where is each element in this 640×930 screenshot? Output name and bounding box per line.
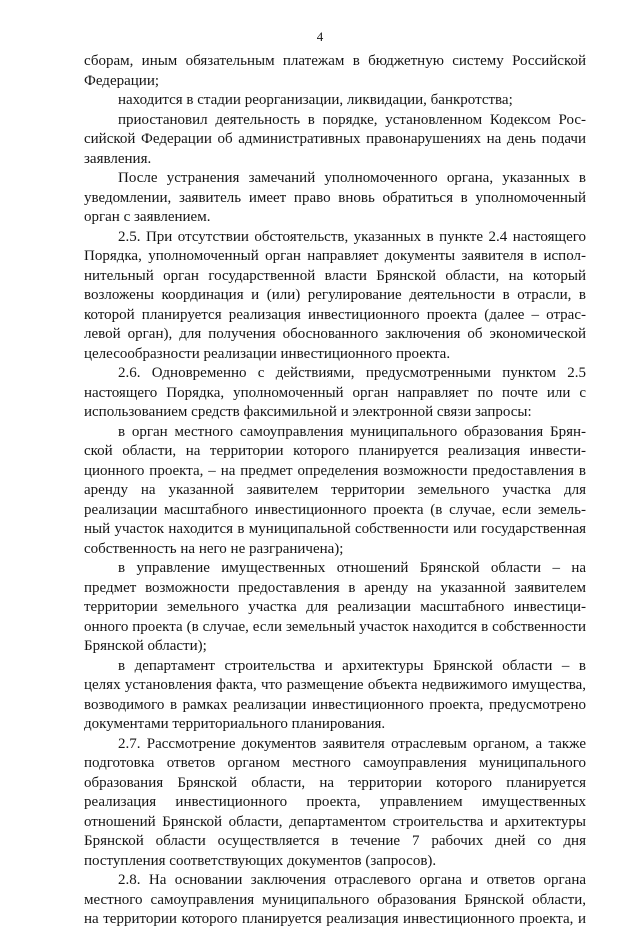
page-number: 4 (316, 29, 324, 44)
text-line: аренду на указанной заявителем территории земельного участка для (84, 482, 586, 498)
text-line: 2.8. На основании заключения отраслевого органа и ответов органа (118, 872, 586, 888)
text-line: поступления соответствующих документов (запросов). (84, 852, 437, 869)
text-line: Порядка, уполномоченный орган направляет документы заявителя в испол- (84, 248, 586, 264)
text-line: реализации масштабного инвестиционного проекта (в случае, если земель- (84, 501, 586, 518)
text-line: реализация инвестиционного проекта, управлением имущественных (84, 794, 586, 810)
text-line: использованием средств факсимильной и электронной связи запросы: (84, 404, 532, 420)
text-line: сийской Федерации об административных правонарушениях на день подачи (84, 131, 586, 147)
text-line: которой планируется реализация инвестиционного проекта (далее – отрас- (84, 306, 586, 323)
text-line: территории земельного участка для реализации масштабного инвестици- (84, 599, 586, 615)
text-line: орган с заявлением. (84, 209, 211, 225)
text-line: заявления. (84, 150, 152, 167)
text-line: После устранения замечаний уполномоченного органа, указанных в (118, 170, 586, 186)
text-line: образования Брянской области, на территории которого планируется (84, 774, 586, 791)
text-line: в департамент строительства и архитектуры Брянской области – в (118, 657, 586, 674)
text-line: онного проекта (в случае, если земельный участок находится в собственности (84, 618, 586, 635)
text-line: Федерации; (84, 72, 160, 89)
text-line: подготовка ответов органом местного самоуправления муниципального (84, 755, 586, 771)
text-line: левой орган), для получения обоснованного заключения об экономической (84, 326, 586, 342)
text-line: 2.6. Одновременно с действиями, предусмотренными пунктом 2.5 (118, 365, 586, 381)
text-line: местного самоуправления муниципального образования Брянской области, (84, 891, 586, 908)
text-line: приостановил деятельность в порядке, установленном Кодексом Рос- (118, 111, 586, 128)
text-line: на территории которого планируется реализация инвестиционного проекта, и (84, 911, 586, 927)
text-line: в управление имущественных отношений Брянской области – на (118, 560, 586, 576)
text-line: ской области, на территории которого планируется реализация инвести- (84, 443, 586, 459)
text-line: в орган местного самоуправления муниципального образования Брян- (118, 423, 586, 440)
body-text (84, 52, 586, 930)
text-line: 2.5. При отсутствии обстоятельств, указанных в пункте 2.4 настоящего (118, 228, 586, 245)
text-line: предмет возможности предоставления в аренду на указанной заявителем (84, 579, 586, 596)
text-line: Брянской области); (84, 638, 207, 654)
text-line: отношений Брянской области, департаментом строительства и архитектуры (84, 813, 586, 830)
text-line: Брянской области осуществляется в течение 7 рабочих дней со дня (84, 833, 586, 849)
text-line: документами территориального планирования. (84, 716, 386, 732)
text-line: собственность на него не разграничена); (84, 540, 344, 557)
text-line: возводимого в рамках реализации инвестиционного проекта, предусмотрено (84, 696, 586, 713)
text-line: уведомлении, заявитель имеет право вновь обратиться в уполномоченный (84, 189, 586, 206)
text-line: ный участок находится в муниципальной собственности или государственная (84, 521, 586, 537)
text-line: ционного проекта, – на предмет определения возможности предоставления в (84, 462, 586, 479)
text-line: 2.7. Рассмотрение документов заявителя отраслевым органом, а также (118, 735, 586, 752)
text-line: находится в стадии реорганизации, ликвидации, банкротства; (118, 92, 513, 108)
text-line: целесообразности реализации инвестиционного проекта. (84, 345, 451, 362)
text-line: настоящего Порядка, уполномоченный орган направляет по почте или с (84, 384, 586, 401)
text-line: сборам, иным обязательным платежам в бюджетную систему Российской (84, 53, 586, 69)
text-line: нительный орган государственной власти Брянской области, на который (84, 267, 586, 284)
text-line: возложены координация и (или) регулирование деятельности в отрасли, в (84, 287, 586, 303)
text-line: целях установления факта, что размещение объекта недвижимого имущества, (84, 677, 586, 693)
